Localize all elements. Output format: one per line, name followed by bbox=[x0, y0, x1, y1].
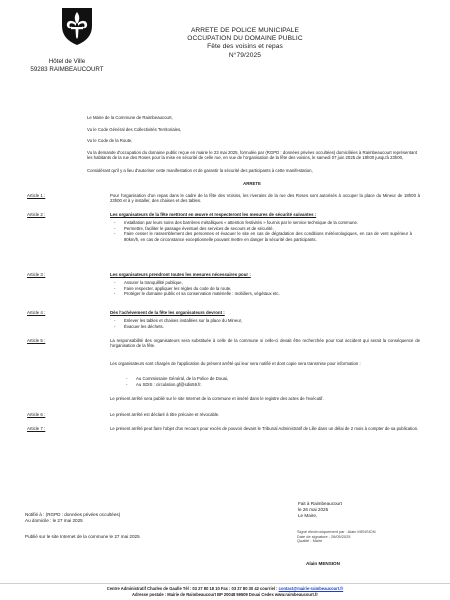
article-5-publication: Le présent arrêté sera publié sur le site Internet de la commune et inséré dans le registre des actes de l'exécutif. bbox=[110, 396, 324, 401]
signature-block bbox=[298, 501, 408, 520]
decree-header bbox=[150, 27, 340, 60]
article-6-label: Article 6 : bbox=[27, 412, 46, 417]
article-3-label: Article 3 : bbox=[27, 272, 46, 277]
article-2-heading: Les organisateurs de la fête mettront en œuvre et respecteront les mesures de sécurité suivantes : bbox=[110, 212, 317, 217]
list-item: - Installation par leurs soins des barrières métalliques « attention festivités » fournis par le service technique de la commune. bbox=[112, 220, 412, 226]
notification-block bbox=[25, 512, 185, 525]
signature-role: Le Maire, bbox=[298, 513, 318, 519]
signature-date: le 26 mai 2025 bbox=[298, 507, 329, 513]
article-3-list bbox=[112, 280, 412, 297]
footer-contact-text: Centre Administratif Charles de Gaulle Tél : 03 27 80 18 10 Fax : 03 27 80 30 42 courriel : bbox=[106, 586, 279, 591]
decree-subtitle: OCCUPATION DU DOMAINE PUBLIC bbox=[187, 35, 303, 43]
article-2-label: Article 2 : bbox=[27, 212, 46, 217]
signer-name: Alain MENSION bbox=[306, 561, 340, 566]
fleur-de-lis-crest-icon bbox=[60, 6, 94, 46]
footer-website[interactable]: www.raimbeaucourt.fr bbox=[274, 591, 318, 597]
list-item: - Au SDIS : circulation.gf@sdis59.fr. bbox=[126, 382, 386, 388]
electronic-signature-info bbox=[297, 530, 417, 544]
list-item: - Protéger le domaine public et sa conservation matérielle : mobiliers, végétaux etc. bbox=[112, 291, 412, 297]
esign-date: Date de signature : 26/05/2025 bbox=[297, 533, 351, 539]
list-item: - Permettre, faciliter le passage éventuel des services de secours et de sécurité. bbox=[112, 226, 412, 232]
article-5-recipients bbox=[126, 376, 386, 387]
notified-to: Notifié à : (RGPD : données privées occultées) bbox=[25, 512, 121, 517]
article-7-label: Article 7 : bbox=[27, 426, 46, 431]
issuer-postal-town: 59283 RAIMBEAUCOURT bbox=[30, 66, 104, 73]
list-item: - Assurer la tranquillité publique, bbox=[112, 280, 412, 286]
decree-number: N°79/2025 bbox=[228, 51, 262, 59]
footer-divider bbox=[0, 583, 450, 584]
article-5-responsibility: La responsabilité des organisateurs sera substituée à celle de la commune si celle-ci devait être recherchée pour tout accident qui serait la conséquence de l'organisation de la fête. bbox=[110, 338, 420, 349]
preamble-request: Vu la demande d'occupation du domaine public reçue en mairie le 23 mai 2025, formulée par (RGPD : données privées occultées) domiciliées à Raimbeaucourt représentant les habitants de la rue des Roses pour la mise en sécurité de celle rue, en vue de l'organisation de la fête des voisins, le samedi 07 juin 2025 de 18h00 jusqu'à 23h00, bbox=[87, 150, 417, 161]
preamble-mayor: Le Maire de la Commune de Raimbeaucourt, bbox=[87, 115, 173, 120]
preamble-considering: Considérant qu'il y a lieu d'autoriser cette manifestation et de garantir la sécurité des participants à cette manifestation, bbox=[87, 168, 313, 173]
footer bbox=[0, 586, 450, 597]
article-4-label: Article 4 : bbox=[27, 310, 46, 315]
list-item: - Évacuer les déchets. bbox=[112, 324, 412, 330]
issuer-address bbox=[20, 58, 114, 74]
list-item: - Faire cesser le rassemblement des personnes et évacuer le site en cas de dégradation des conditions météorologiques, en cas de vent supérieur à 80km/h, en cas de circonstance exceptionnelle pouvant mettre en danger la sécurité des participants. bbox=[112, 231, 412, 242]
notified-domicile: Au domicile : le 27 mai 2025 bbox=[25, 518, 83, 524]
arrete-label: ARRETE bbox=[243, 181, 261, 186]
footer-address-line bbox=[0, 592, 450, 598]
article-1-text: Pour l'organisation d'un repas dans le cadre de la fête des Voisins, les riverains de la rue des Roses sont autorisés à occuper la place du Mineur de 18h00 à 23h00 et à y installer, des chaises et des tables. bbox=[110, 193, 420, 204]
list-item: - Enlever les tables et chaises installées sur la place du Mineur, bbox=[112, 318, 412, 324]
article-4-list bbox=[112, 318, 412, 329]
list-item: - Au Commissaire Général, de la Police de Douai, bbox=[126, 376, 386, 382]
decree-event: Fête des voisins et repas bbox=[207, 43, 283, 51]
article-4-heading: Dès l'achèvement de la fête les organisateurs devront : bbox=[110, 310, 225, 315]
list-item: - Faire respecter, appliquer les règles du code de la route, bbox=[112, 286, 412, 292]
article-7-text: Le présent arrêté peut faire l'objet d'un recours pour excès de pouvoir devant le Tribunal Administratif de Lille dans un délai de 2 mois à compter de sa publication. bbox=[110, 426, 419, 431]
publication-notice: Publié sur le site Internet de la commune le 27 mai 2025 bbox=[25, 534, 140, 539]
issuer-town-hall: Hôtel de Ville bbox=[48, 58, 86, 65]
article-5-application: Les organisateurs sont chargés de l'application du présent arrêté qui leur sera notifié et dont copie sera transmise pour information : bbox=[110, 361, 361, 366]
article-5-label: Article 5 : bbox=[27, 338, 46, 343]
esign-quality: Qualité : Maire bbox=[297, 538, 323, 544]
preamble-cgct: Vu le Code Général des Collectivités Territoriales, bbox=[87, 127, 182, 132]
article-6-text: Le présent arrêté est déclaré à titre précaire et révocable. bbox=[110, 412, 220, 417]
esign-signed-by: Signé électroniquement par : Alain MENSION bbox=[297, 529, 376, 534]
article-1-label: Article 1 : bbox=[27, 193, 46, 198]
signature-place: Fait à Raimbeaucourt bbox=[298, 501, 342, 506]
article-2-list bbox=[112, 220, 412, 242]
footer-email-link[interactable]: contact@mairie-raimbeaucourt.fr bbox=[278, 586, 344, 591]
article-3-heading: Les organisateurs prendront toutes les mesures nécessaires pour : bbox=[110, 272, 251, 277]
footer-address-text: Adresse postale : Mairie de Raimbeaucourt BP 20048 59509 Douai Cedex bbox=[132, 591, 275, 597]
preamble-code-route: Vu le Code de la Route, bbox=[87, 138, 133, 143]
decree-title: ARRETE DE POLICE MUNICIPALE bbox=[190, 27, 300, 34]
